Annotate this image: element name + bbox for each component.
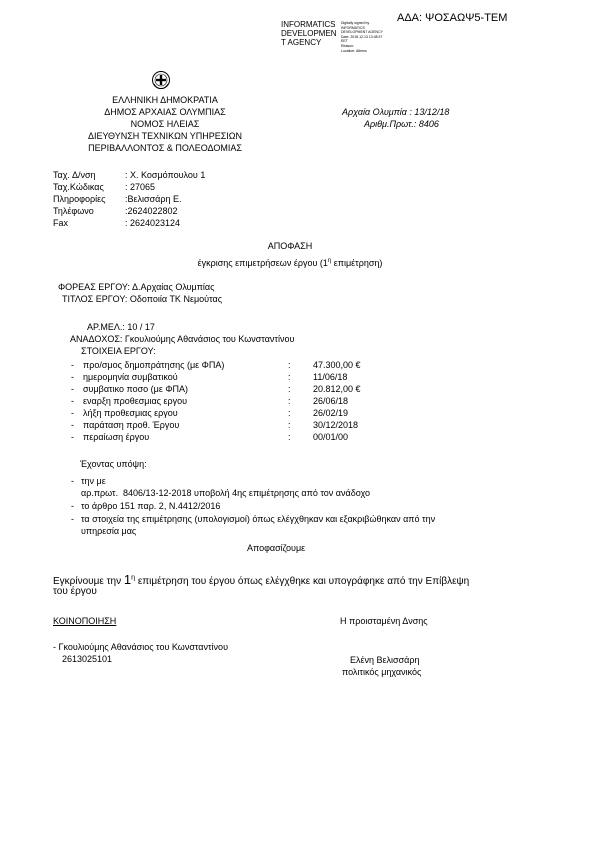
notification-recipient: - Γκουλιούμης Αθανάσιος του Κωνσταντίνου xyxy=(53,642,228,652)
list-item: - λήξη προθεσμιας εργου : 26/02/19 xyxy=(71,408,349,418)
project-data-title: ΣΤΟΙΧΕΙΑ ΕΡΓΟΥ: xyxy=(81,346,156,356)
contact-row: Fax : 2624023124 xyxy=(53,218,181,228)
digital-signature-agency xyxy=(281,20,337,47)
issuer-header xyxy=(40,94,290,154)
stamp-line: Date: 2018.12.13 13:48:37 xyxy=(341,34,383,39)
header-line: ΔΗΜΟΣ ΑΡΧΑΙΑΣ ΟΛΥΜΠΙΑΣ xyxy=(104,107,226,117)
recipient-phone: 2613025101 xyxy=(62,654,113,664)
signatory-title: πολιτικός μηχανικός xyxy=(342,667,422,677)
considering-item: - το άρθρο 151 παρ. 2, Ν.4412/2016 xyxy=(71,501,221,511)
considering-title: Έχοντας υπόψη: xyxy=(80,459,147,469)
header-line: ΝΟΜΟΣ ΗΛΕΙΑΣ xyxy=(130,119,200,129)
project-title: ΤΙΤΛΟΣ ΕΡΓΟΥ: Οδοποιία ΤΚ Νεμούτας xyxy=(62,294,223,304)
signatory-name: Ελένη Βελισσάρη xyxy=(350,655,420,665)
stamp-line: Location: Athens xyxy=(341,48,367,53)
stamp-line: EET xyxy=(341,39,348,44)
header-line: ΕΛΛΗΝΙΚΗ ΔΗΜΟΚΡΑΤΙΑ xyxy=(112,95,218,105)
stamp-line: Digitally signed by xyxy=(341,21,370,25)
header-line: ΠΕΡΙΒΑΛΛΟΝΤΟΣ & ΠΟΛΕΟΔΟΜΙΑΣ xyxy=(88,143,242,153)
decision-title: ΑΠΟΦΑΣΗ xyxy=(267,241,313,251)
agency-line: INFORMATICS xyxy=(281,20,336,29)
agency-line: T AGENCY xyxy=(281,38,322,47)
digital-signature-details xyxy=(341,21,383,53)
contact-row: Πληροφορίες :Βελισσάρη Ε. xyxy=(53,194,182,204)
stamp-line: INFORMATICS xyxy=(341,25,365,30)
list-item: - προ/σμος δημοπράτησης (με ΦΠΑ) : 47.300,00 € xyxy=(71,360,361,370)
considering-item: - την με xyxy=(71,476,106,486)
contact-row: Ταχ.Κώδικας : 27065 xyxy=(53,182,156,192)
contract-number: ΑΡ.ΜΕΛ.: 10 / 17 xyxy=(87,322,155,332)
contact-row: Τηλέφωνο :2624022802 xyxy=(53,206,178,216)
protocol-number: Αριθμ.Πρωτ.: 8406 xyxy=(364,119,439,129)
project-owner: ΦΟΡΕΑΣ ΕΡΓΟΥ: Δ.Αρχαίας Ολυμπίας xyxy=(58,282,215,292)
list-item: - ημερομηνία συμβατικού : 11/06/18 xyxy=(71,372,348,382)
considering-item: - τα στοιχεία της επιμέτρησης (υπολογισμοί) όπως ελέγχθηκαν και εξακριβώθηκαν από την xyxy=(71,514,436,524)
contact-row: Ταχ. Δ/νση : Χ. Κοσμόπουλου 1 xyxy=(53,170,206,180)
list-item: - παράταση προθ. Έργου : 30/12/2018 xyxy=(71,420,359,430)
notification-title: ΚΟΙΝΟΠΟΙΗΣΗ xyxy=(53,616,117,626)
ada-code: ΑΔΑ: ΨΟΣΑΩΨ5-ΤΕΜ xyxy=(397,12,508,24)
stamp-line: DEVELOPMENT AGENCY xyxy=(341,30,383,35)
approval-text-continued: του έργου xyxy=(53,586,97,597)
considering-item: αρ.πρωτ. 8406/13-12-2018 υποβολή 4ης επιμέτρησης από τον ανάδοχο xyxy=(81,488,370,498)
contractor: ΑΝΑΔΟΧΟΣ: Γκουλιούμης Αθανάσιος του Κωνσταντίνου xyxy=(70,334,295,344)
signatory-role: Η προισταμένη Δνσης xyxy=(340,616,428,626)
list-item: - περαίωση έργου : 00/01/00 xyxy=(71,432,349,442)
list-item: - εναρξη προθεσμιας εργου : 26/06/18 xyxy=(71,396,349,406)
resolve-heading: Αποφασίζουμε xyxy=(247,543,306,553)
stamp-line: Reason: xyxy=(341,43,355,48)
project-data-list xyxy=(71,359,361,443)
decision-subtitle: έγκρισης επιμετρήσεων έργου ($1^\eta$ επιμέτρηση) xyxy=(197,258,383,268)
considering-item-continued: υπηρεσία μας xyxy=(81,526,137,536)
header-line: ΔΙΕΥΘΥΝΣΗ ΤΕΧΝΙΚΩΝ ΥΠΗΡΕΣΙΩΝ xyxy=(88,131,242,141)
contact-block xyxy=(53,169,205,229)
greek-emblem-icon xyxy=(151,70,171,90)
document-date: Αρχαία Ολυμπία : 13/12/18 xyxy=(342,107,450,117)
agency-line: DEVELOPMEN xyxy=(281,29,337,38)
approval-text: Εγκρίνουμε την $1^\eta$ επιμέτρηση του έργου όπως ελέγχθηκε και υπογράφηκε από την Επίβλεψη xyxy=(53,572,470,587)
list-item: - συμβατικο ποσο (με ΦΠΑ) : 20.812,00 € xyxy=(71,384,361,394)
